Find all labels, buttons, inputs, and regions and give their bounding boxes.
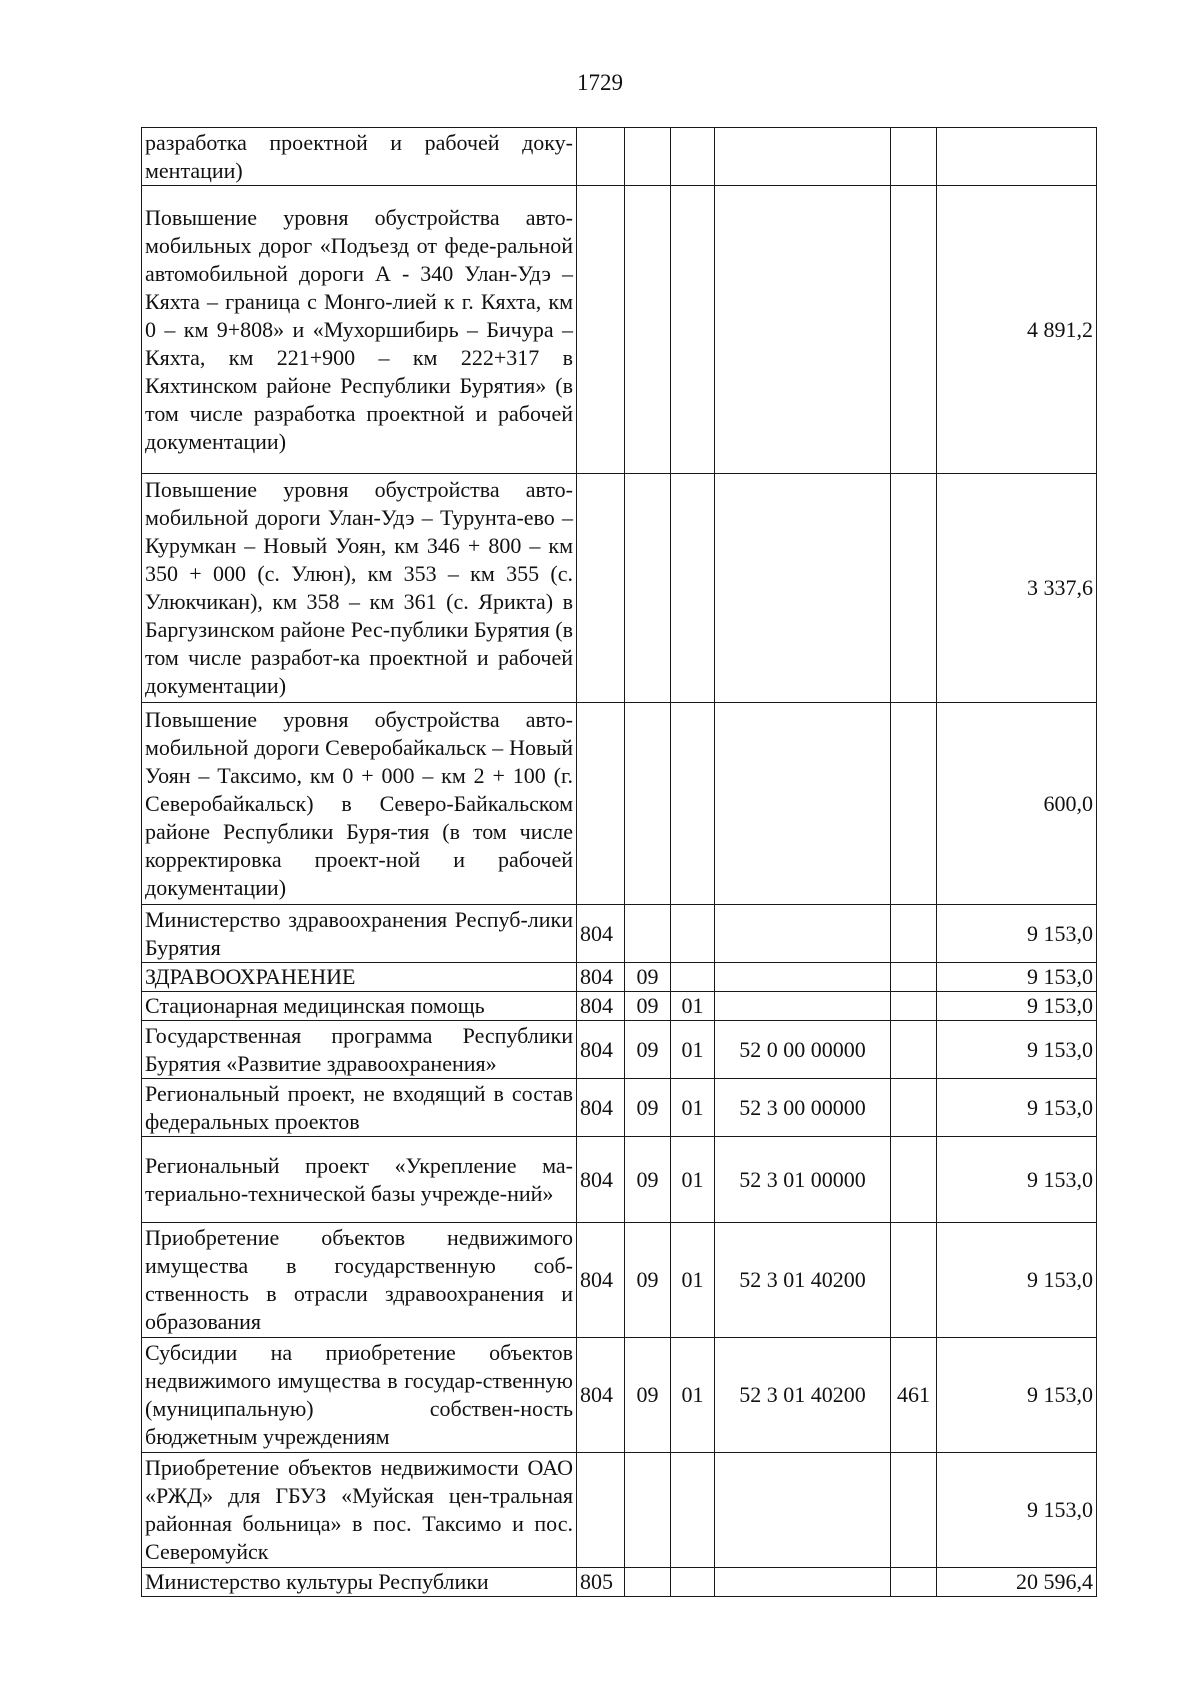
row-name: Министерство культуры Республики bbox=[142, 1568, 577, 1597]
row-expense-type bbox=[891, 1453, 937, 1568]
row-target-code bbox=[715, 474, 891, 703]
row-target-code bbox=[715, 703, 891, 905]
row-expense-type bbox=[891, 703, 937, 905]
row-name: Стационарная медицинская помощь bbox=[142, 992, 577, 1021]
row-amount: 9 153,0 bbox=[937, 1223, 1097, 1338]
row-expense-type bbox=[891, 905, 937, 963]
table-row bbox=[142, 1079, 1097, 1137]
row-expense-type bbox=[891, 992, 937, 1021]
row-code: 805 bbox=[577, 1568, 625, 1597]
row-name: Приобретение объектов недвижимого имущества в государственную соб-ственность в отрасли здравоохранения и образования bbox=[142, 1223, 577, 1338]
row-code: 804 bbox=[577, 963, 625, 992]
row-amount: 9 153,0 bbox=[937, 1453, 1097, 1568]
row-amount: 600,0 bbox=[937, 703, 1097, 905]
budget-table bbox=[141, 127, 1097, 1597]
row-section: 09 bbox=[625, 1338, 671, 1453]
row-expense-type bbox=[891, 128, 937, 186]
row-section bbox=[625, 474, 671, 703]
row-name: Региональный проект «Укрепление ма-териально-технической базы учрежде-ний» bbox=[142, 1137, 577, 1223]
table-row bbox=[142, 1021, 1097, 1079]
row-subsection bbox=[671, 963, 715, 992]
row-amount: 4 891,2 bbox=[937, 186, 1097, 474]
row-name: Государственная программа Республики Бурятия «Развитие здравоохранения» bbox=[142, 1021, 577, 1079]
row-subsection bbox=[671, 905, 715, 963]
table-row bbox=[142, 1338, 1097, 1453]
row-name: Повышение уровня обустройства авто-мобильной дороги Северобайкальск – Новый Уоян – Таксимо, км 0 + 000 – км 2 + 100 (г. Северобайкальск) в Северо-Байкальском районе Республики Буря-тия (в том числе корректировка проект-ной и рабочей документации) bbox=[142, 703, 577, 905]
row-code: 804 bbox=[577, 1338, 625, 1453]
row-target-code: 52 0 00 00000 bbox=[715, 1021, 891, 1079]
row-target-code bbox=[715, 992, 891, 1021]
row-subsection: 01 bbox=[671, 992, 715, 1021]
row-subsection bbox=[671, 1453, 715, 1568]
row-code bbox=[577, 474, 625, 703]
row-target-code bbox=[715, 905, 891, 963]
row-section bbox=[625, 128, 671, 186]
row-name: Региональный проект, не входящий в состав федеральных проектов bbox=[142, 1079, 577, 1137]
row-expense-type bbox=[891, 186, 937, 474]
row-target-code bbox=[715, 1453, 891, 1568]
row-target-code: 52 3 01 40200 bbox=[715, 1223, 891, 1338]
row-amount: 20 596,4 bbox=[937, 1568, 1097, 1597]
row-amount: 9 153,0 bbox=[937, 905, 1097, 963]
row-amount: 9 153,0 bbox=[937, 1021, 1097, 1079]
row-name: Субсидии на приобретение объектов недвижимого имущества в государ-ственную (муниципальную) собствен-ность бюджетным учреждениям bbox=[142, 1338, 577, 1453]
row-expense-type bbox=[891, 1137, 937, 1223]
row-section: 09 bbox=[625, 963, 671, 992]
row-section: 09 bbox=[625, 1079, 671, 1137]
row-subsection bbox=[671, 186, 715, 474]
row-amount: 9 153,0 bbox=[937, 963, 1097, 992]
table-row bbox=[142, 963, 1097, 992]
row-expense-type bbox=[891, 963, 937, 992]
table-row bbox=[142, 703, 1097, 905]
row-code: 804 bbox=[577, 1021, 625, 1079]
row-name: Приобретение объектов недвижимости ОАО «РЖД» для ГБУЗ «Муйская цен-тральная районная больница» в пос. Таксимо и пос. Северомуйск bbox=[142, 1453, 577, 1568]
row-code: 804 bbox=[577, 1079, 625, 1137]
row-name: Повышение уровня обустройства авто-мобильных дорог «Подъезд от феде-ральной автомобильной дороги А - 340 Улан-Удэ – Кяхта – граница с Монго-лией к г. Кяхта, км 0 – км 9+808» и «Мухоршибирь – Бичура – Кяхта, км 221+900 – км 222+317 в Кяхтинском районе Республики Бурятия» (в том числе разработка проектной и рабочей документации) bbox=[142, 186, 577, 474]
row-expense-type bbox=[891, 1079, 937, 1137]
table-row bbox=[142, 1453, 1097, 1568]
row-section bbox=[625, 905, 671, 963]
row-target-code: 52 3 00 00000 bbox=[715, 1079, 891, 1137]
row-subsection bbox=[671, 128, 715, 186]
row-subsection: 01 bbox=[671, 1021, 715, 1079]
table-row bbox=[142, 474, 1097, 703]
row-subsection: 01 bbox=[671, 1137, 715, 1223]
row-section bbox=[625, 703, 671, 905]
row-target-code bbox=[715, 1568, 891, 1597]
row-section: 09 bbox=[625, 992, 671, 1021]
row-subsection: 01 bbox=[671, 1223, 715, 1338]
row-code bbox=[577, 1453, 625, 1568]
table-row bbox=[142, 905, 1097, 963]
row-subsection: 01 bbox=[671, 1079, 715, 1137]
row-amount: 3 337,6 bbox=[937, 474, 1097, 703]
row-code: 804 bbox=[577, 1137, 625, 1223]
row-code: 804 bbox=[577, 992, 625, 1021]
row-amount: 9 153,0 bbox=[937, 1137, 1097, 1223]
row-expense-type bbox=[891, 474, 937, 703]
table-row bbox=[142, 992, 1097, 1021]
row-subsection bbox=[671, 1568, 715, 1597]
table-row bbox=[142, 1568, 1097, 1597]
row-amount: 9 153,0 bbox=[937, 1079, 1097, 1137]
row-code: 804 bbox=[577, 1223, 625, 1338]
row-subsection bbox=[671, 703, 715, 905]
row-target-code: 52 3 01 40200 bbox=[715, 1338, 891, 1453]
row-subsection: 01 bbox=[671, 1338, 715, 1453]
row-code bbox=[577, 703, 625, 905]
row-target-code bbox=[715, 128, 891, 186]
row-expense-type: 461 bbox=[891, 1338, 937, 1453]
row-expense-type bbox=[891, 1568, 937, 1597]
table-row bbox=[142, 1223, 1097, 1338]
row-section: 09 bbox=[625, 1137, 671, 1223]
row-section bbox=[625, 1453, 671, 1568]
row-name: Повышение уровня обустройства авто-мобильной дороги Улан-Удэ – Турунта-ево – Курумкан – Новый Уоян, км 346 + 800 – км 350 + 000 (с. Улюн), км 353 – км 355 (с. Улюкчикан), км 358 – км 361 (с. Ярикта) в Баргузинском районе Рес-публики Бурятия (в том числе разработ-ка проектной и рабочей документации) bbox=[142, 474, 577, 703]
page-number: 1729 bbox=[577, 70, 623, 95]
row-name: ЗДРАВООХРАНЕНИЕ bbox=[142, 963, 577, 992]
row-section: 09 bbox=[625, 1223, 671, 1338]
row-code bbox=[577, 128, 625, 186]
row-code: 804 bbox=[577, 905, 625, 963]
row-subsection bbox=[671, 474, 715, 703]
row-section bbox=[625, 1568, 671, 1597]
row-expense-type bbox=[891, 1223, 937, 1338]
table-row bbox=[142, 186, 1097, 474]
row-target-code bbox=[715, 963, 891, 992]
row-code bbox=[577, 186, 625, 474]
row-target-code bbox=[715, 186, 891, 474]
row-expense-type bbox=[891, 1021, 937, 1079]
row-name: Министерство здравоохранения Респуб-лики Бурятия bbox=[142, 905, 577, 963]
row-amount bbox=[937, 128, 1097, 186]
row-section bbox=[625, 186, 671, 474]
row-target-code: 52 3 01 00000 bbox=[715, 1137, 891, 1223]
table-row bbox=[142, 128, 1097, 186]
row-amount: 9 153,0 bbox=[937, 992, 1097, 1021]
table-row bbox=[142, 1137, 1097, 1223]
row-amount: 9 153,0 bbox=[937, 1338, 1097, 1453]
row-section: 09 bbox=[625, 1021, 671, 1079]
row-name: разработка проектной и рабочей доку- ментации) bbox=[142, 128, 577, 186]
